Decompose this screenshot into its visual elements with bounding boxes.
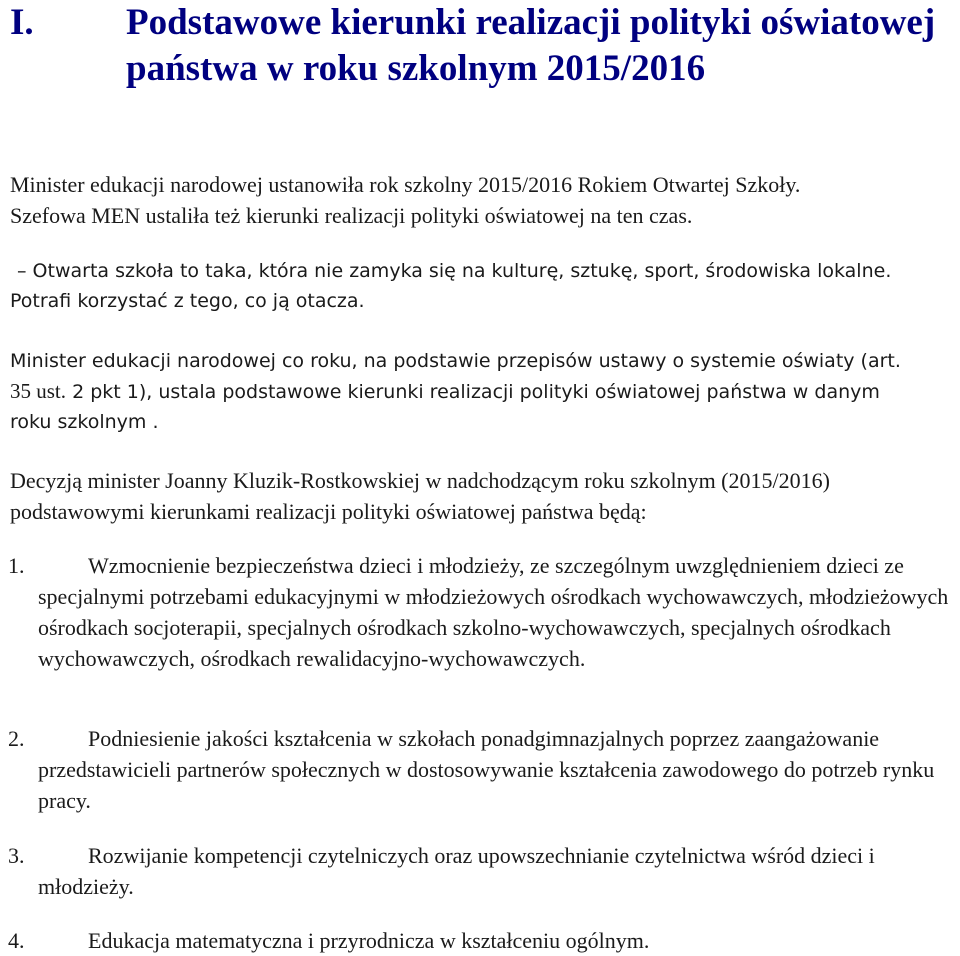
list-item: [8, 840, 956, 902]
list-item: [8, 925, 956, 956]
intro-paragraph: [10, 169, 960, 231]
legal-line-1: Minister edukacji narodowej co roku, na podstawie przepisów ustawy o systemie oświaty (art.: [10, 350, 901, 372]
legal-paragraph: [10, 346, 960, 437]
list-item: [8, 550, 956, 674]
list-item-text: Wzmocnienie bezpieczeństwa dzieci i młodzieży, ze szczególnym uwzględnieniem dzieci ze specjalnymi potrzebami edukacyjnymi w młodzieżowych ośrodkach wychowawczych, młodzieżowych ośrodkach socjoterapii, specjalnych ośrodkach szkolno-wychowawczych, specjalnych ośrodkach wychowawczych, ośrodkach rewalidacyjno-wychowawczych.: [38, 553, 949, 671]
list-item-text: Edukacja matematyczna i przyrodnicza w kształceniu ogólnym.: [88, 928, 650, 953]
section-title: Podstawowe kierunki realizacji polityki oświatowej państwa w roku szkolnym 2015/2016: [126, 2, 936, 89]
list-item: [8, 723, 956, 816]
quote-line-2: Potrafi korzystać z tego, co ją otacza.: [10, 290, 365, 312]
list-item-text: Rozwijanie kompetencji czytelniczych oraz upowszechnianie czytelnictwa wśród dzieci i młodzieży.: [38, 843, 875, 899]
list-item-number: 1.: [8, 553, 25, 578]
legal-line-2: [10, 376, 960, 407]
section-number: I.: [10, 2, 34, 43]
intro-line-1: Minister edukacji narodowej ustanowiła rok szkolny 2015/2016 Rokiem Otwartej Szkoły.: [10, 172, 801, 197]
decision-line-1: Decyzją minister Joanny Kluzik-Rostkowskiej w nadchodzącym roku szkolnym (2015/2016): [10, 468, 830, 493]
intro-line-2: Szefowa MEN ustaliła też kierunki realizacji polityki oświatowej na ten czas.: [10, 203, 693, 228]
legal-line-2-rest: 2 pkt 1), ustala podstawowe kierunki realizacji polityki oświatowej państwa w danym: [72, 381, 880, 403]
list-item-number: 2.: [8, 726, 25, 751]
list-item-text: Podniesienie jakości kształcenia w szkołach ponadgimnazjalnych poprzez zaangażowanie przedstawicieli partnerów społecznych w dostosowywanie kształcenia zawodowego do potrzeb rynku pracy.: [38, 726, 935, 813]
quote-paragraph: [10, 256, 960, 316]
decision-paragraph: [10, 465, 960, 527]
quote-line-1: – Otwarta szkoła to taka, która nie zamyka się na kulturę, sztukę, sport, środowiska lokalne.: [17, 260, 892, 282]
section-heading: [10, 0, 955, 92]
list-item-number: 3.: [8, 843, 25, 868]
legal-line-2-start: 35 ust.: [10, 379, 67, 403]
decision-line-2: podstawowymi kierunkami realizacji polityki oświatowej państwa będą:: [10, 499, 647, 524]
list-item-number: 4.: [8, 928, 25, 953]
legal-line-3: roku szkolnym .: [10, 411, 159, 433]
